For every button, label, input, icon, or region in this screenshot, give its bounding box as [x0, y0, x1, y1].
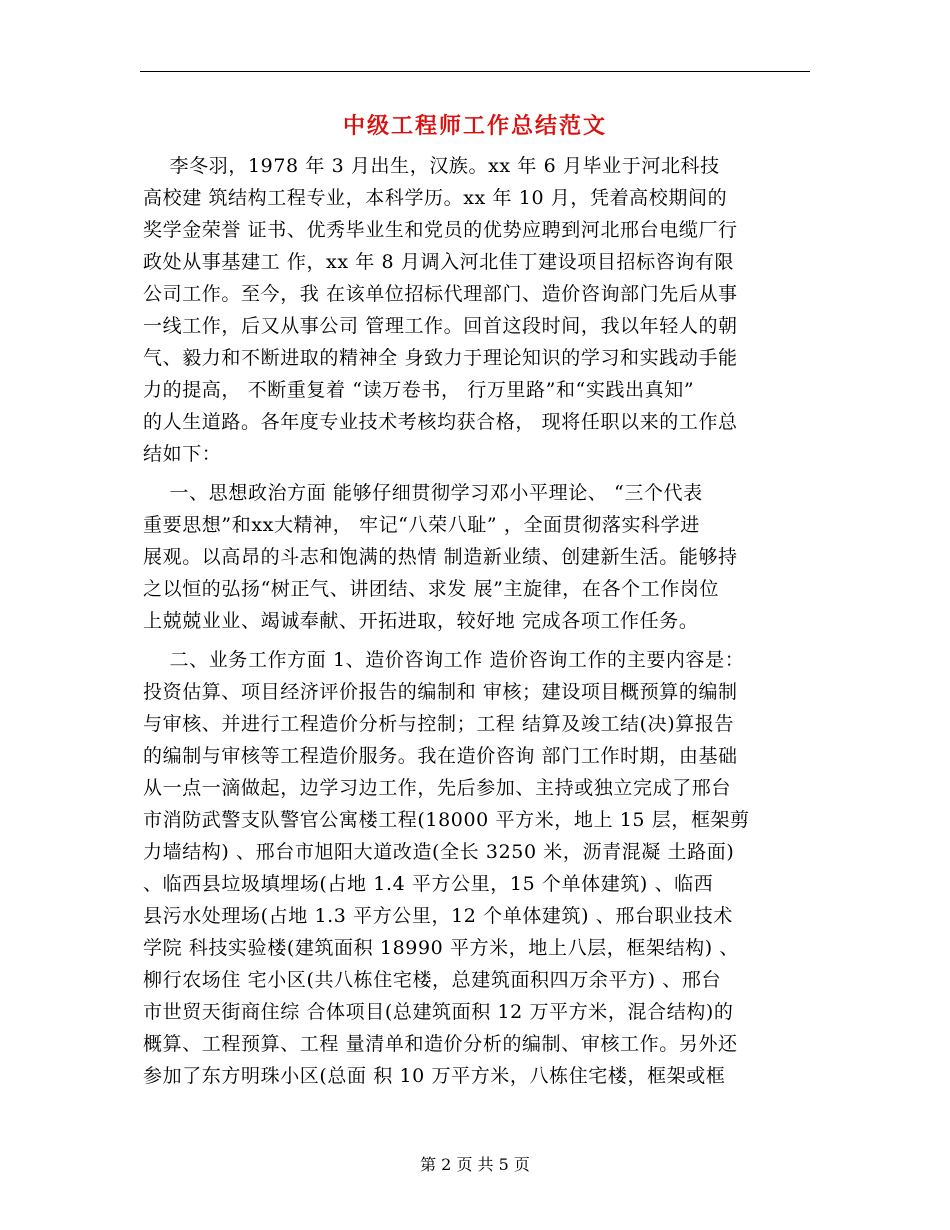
body-line: 二、业务工作方面 1、造价咨询工作 造价咨询工作的主要内容是：	[143, 649, 745, 671]
header-rule	[140, 71, 810, 72]
body-line: 奖学金荣誉 证书、优秀毕业生和党员的优势应聘到河北邢台电缆厂行	[143, 219, 738, 241]
body-line: 市消防武警支队警官公寓楼工程(18000 平方米，地上 15 层，框架剪	[143, 809, 750, 831]
body-line: 市世贸天街商住综 合体项目(总建筑面积 12 万平方米，混合结构)的	[143, 1001, 734, 1023]
body-line: 展观。以高昂的斗志和饱满的热情 制造新业绩、创建新生活。能够持	[143, 546, 738, 568]
body-line: 政处从事基建工 作，xx 年 8 月调入河北佳丁建设项目招标咨询有限	[143, 251, 735, 273]
body-line: 之以恒的弘扬“树正气、讲团结、求发 展”主旋律，在各个工作岗位	[143, 578, 720, 600]
body-line: 与审核、并进行工程造价分析与控制；工程 结算及竣工结(决)算报告	[143, 713, 735, 735]
body-line: 的人生道路。各年度专业技术考核均获合格， 现将任职以来的工作总	[143, 411, 738, 433]
page-number-footer: 第 2 页 共 5 页	[420, 1155, 530, 1174]
body-line: 力墙结构) 、邢台市旭阳大道改造(全长 3250 米，沥青混凝 土路面)	[143, 841, 735, 863]
body-line: 公司工作。至今，我 在该单位招标代理部门、造价咨询部门先后从事	[143, 283, 738, 305]
body-line: 结如下：	[143, 443, 222, 465]
body-line: 的编制与审核等工程造价服务。我在造价咨询 部门工作时期，由基础	[143, 745, 738, 767]
body-line: 气、毅力和不断进取的精神全 身致力于理论知识的学习和实践动手能	[143, 347, 738, 369]
body-line: 县污水处理场(占地 1.3 平方公里，12 个单体建筑) 、邢台职业技术	[143, 905, 733, 927]
body-line: 投资估算、项目经济评价报告的编制和 审核；建设项目概预算的编制	[143, 681, 738, 703]
body-line: 上兢兢业业、竭诚奉献、开拓进取，较好地 完成各项工作任务。	[143, 610, 699, 632]
document-title: 中级工程师工作总结范文	[342, 113, 607, 139]
body-line: 一线工作，后又从事公司 管理工作。回首这段时间，我以年轻人的朝	[143, 315, 738, 337]
body-line: 概算、工程预算、工程 量清单和造价分析的编制、审核工作。另外还	[143, 1033, 738, 1055]
body-line: 从一点一滴做起，边学习边工作，先后参加、主持或独立完成了邢台	[143, 777, 732, 799]
body-line: 重要思想”和xx大精神， 牢记“八荣八耻” ，全面贯彻落实科学进	[143, 514, 700, 536]
body-line: 力的提高， 不断重复着 “读万卷书， 行万里路”和“实践出真知”	[143, 379, 695, 401]
body-line: 高校建 筑结构工程专业，本科学历。xx 年 10 月，凭着高校期间的	[143, 187, 728, 209]
body-line: 李冬羽，1978 年 3 月出生，汉族。xx 年 6 月毕业于河北科技	[143, 155, 720, 177]
body-line: 柳行农场住 宅小区(共八栋住宅楼，总建筑面积四万余平方) 、邢台	[143, 969, 722, 991]
body-line: 、临西县垃圾填埋场(占地 1.4 平方公里，15 个单体建筑) 、临西	[143, 873, 714, 895]
body-line: 学院 科技实验楼(建筑面积 18990 平方米，地上八层，框架结构) 、	[143, 937, 740, 959]
body-line: 参加了东方明珠小区(总面 积 10 万平方米，八栋住宅楼，框架或框	[143, 1065, 726, 1087]
body-line: 一、思想政治方面 能够仔细贯彻学习邓小平理论、 “三个代表	[143, 482, 703, 504]
